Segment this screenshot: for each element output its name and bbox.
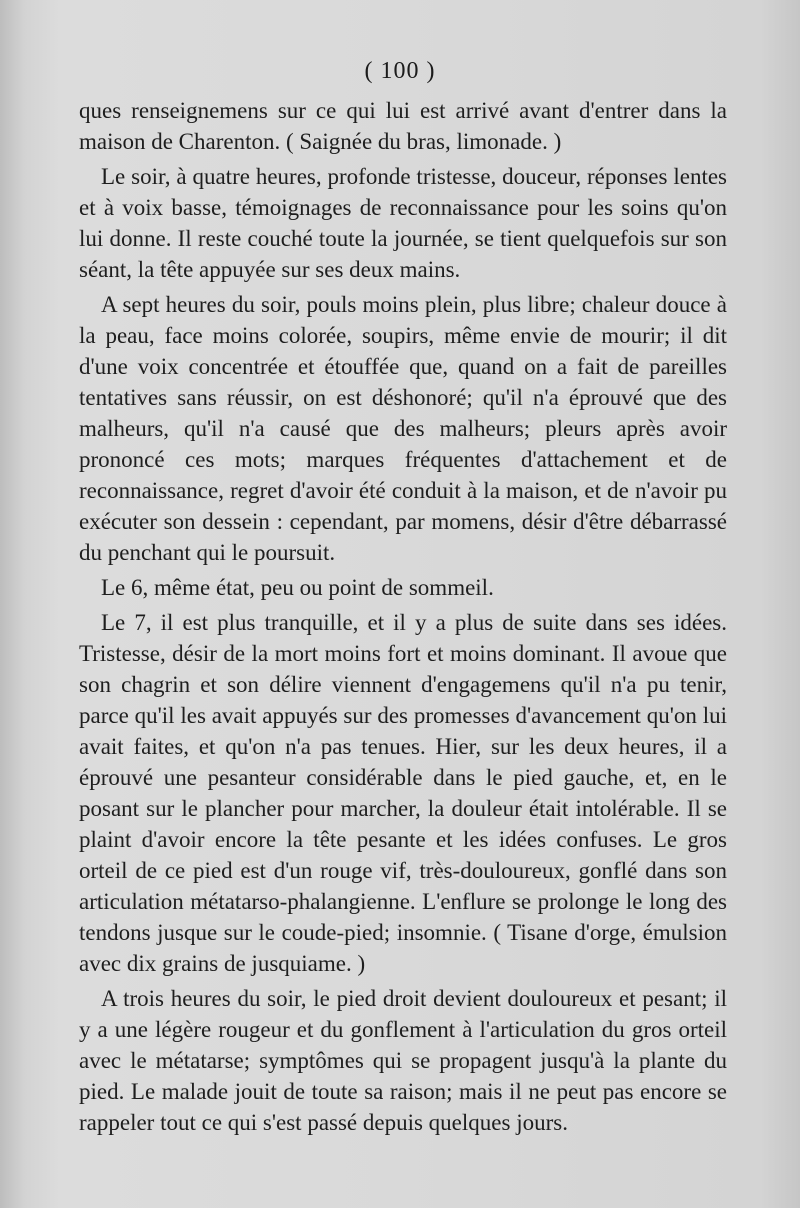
paragraph-continuation: ques renseignemens sur ce qui lui est arrivé avant d'entrer dans la maison de Charenton. ( Saignée du bras, limonade. ): [79, 98, 727, 154]
body-text: [79, 95, 727, 1138]
paragraph-day-6: Le 6, même état, peu ou point de sommeil.: [101, 575, 494, 600]
page-number: ( 100 ): [364, 58, 436, 84]
paragraph-evening-four: Le soir, à quatre heures, profonde tristesse, douceur, réponses lentes et à voix basse, témoignages de reconnaissance pour les soins qu'on lui donne. Il reste couché toute la journée, se tient quelquefois sur son séant, la tête appuyée sur ses deux mains.: [79, 164, 727, 282]
paragraph-evening-seven: A sept heures du soir, pouls moins plein, plus libre; chaleur douce à la peau, face moins colorée, soupirs, même envie de mourir; il dit d'une voix concentrée et étouffée que, quand on a fait de pareilles tentatives sans réussir, on est déshonoré; qu'il n'a éprouvé que des malheurs, qu'il n'a causé que des malheurs; pleurs après avoir prononcé ces mots; marques fréquentes d'attachement et de reconnaissance, regret d'avoir été conduit à la maison, et de n'avoir pu exécuter son dessein : cependant, par momens, désir d'être débarrassé du penchant qui le poursuit.: [79, 292, 727, 565]
paragraph-day-7: Le 7, il est plus tranquille, et il y a plus de suite dans ses idées. Tristesse, désir de la mort moins fort et moins dominant. Il avoue que son chagrin et son délire viennent d'engagemens qu'il n'a pu tenir, parce qu'il les avait appuyés sur des promesses d'avancement qu'on lui avait faites, et qu'on n'a pas tenues. Hier, sur les deux heures, il a éprouvé une pesanteur considérable dans le pied gauche, et, en le posant sur le plancher pour marcher, la douleur était intolérable. Il se plaint d'avoir encore la tête pesante et les idées confuses. Le gros orteil de ce pied est d'un rouge vif, très-douloureux, gonflé dans son articulation métatarso-phalangienne. L'enflure se prolonge le long des tendons jusque sur le coude-pied; insomnie. ( Tisane d'orge, émulsion avec dix grains de jusquiame. ): [79, 610, 727, 976]
paragraph-evening-three: A trois heures du soir, le pied droit devient douloureux et pesant; il y a une légère rougeur et du gonflement à l'articulation du gros orteil avec le métatarse; symptômes qui se propagent jusqu'à la plante du pied. Le malade jouit de toute sa raison; mais il ne peut pas encore se rappeler tout ce qui s'est passé depuis quelques jours.: [79, 986, 727, 1135]
